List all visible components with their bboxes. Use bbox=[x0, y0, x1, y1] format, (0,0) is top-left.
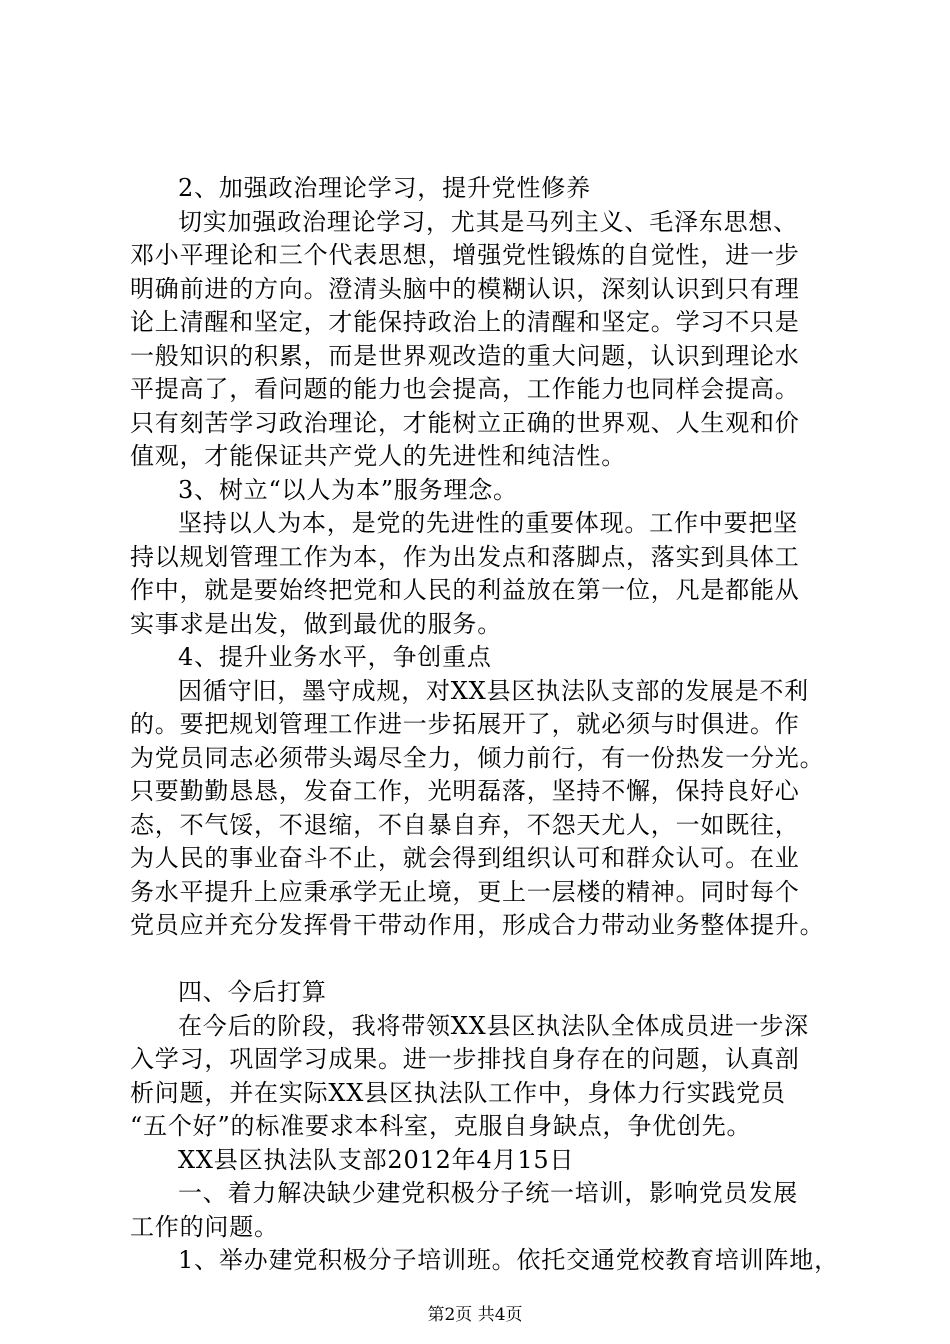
paragraph-line: 持以规划管理工作为本，作为出发点和落脚点，落实到具体工 bbox=[130, 542, 800, 571]
section-heading: 2、加强政治理论学习，提升党性修养 bbox=[178, 174, 591, 202]
paragraph-line: 作中，就是要始终把党和人民的利益放在第一位，凡是都能从 bbox=[130, 576, 800, 604]
paragraph-line: 值观，才能保证共产党人的先进性和纯洁性。 bbox=[130, 442, 626, 470]
paragraph-line: 入学习，巩固学习成果。进一步排找自身存在的问题，认真剖 bbox=[130, 1045, 800, 1073]
blank-line bbox=[130, 943, 840, 977]
paragraph-line: 析问题，并在实际XX县区执法队工作中，身体力行实践党员 bbox=[130, 1078, 786, 1107]
section-heading: 一、着力解决缺少建党积极分子统一培训，影响党员发展 bbox=[178, 1179, 798, 1207]
paragraph-line: 邓小平理论和三个代表思想，增强党性锻炼的自觉性，进一步 bbox=[130, 241, 800, 269]
paragraph-line: 论上清醒和坚定，才能保持政治上的清醒和坚定。学习不只是 bbox=[130, 308, 800, 336]
document-body bbox=[130, 172, 840, 1278]
paragraph-line: 平提高了，看问题的能力也会提高，工作能力也同样会提高。 bbox=[130, 375, 800, 403]
section-heading: 4、提升业务水平，争创重点 bbox=[178, 643, 492, 671]
paragraph-line: 为党员同志必须带头竭尽全力，倾力前行，有一份热发一分光。 bbox=[130, 743, 825, 772]
paragraph-line: 只要勤勤恳恳，发奋工作，光明磊落，坚持不懈，保持良好心 bbox=[130, 777, 800, 805]
paragraph-line: 因循守旧，墨守成规，对XX县区执法队支部的发展是不利 bbox=[178, 676, 809, 705]
paragraph-line: 只有刻苦学习政治理论，才能树立正确的世界观、人生观和价 bbox=[130, 408, 800, 437]
paragraph-line: 明确前进的方向。澄清头脑中的模糊认识，深刻认识到只有理 bbox=[130, 274, 800, 303]
paragraph-line: 1、举办建党积极分子培训班。依托交通党校教育培训阵地， bbox=[178, 1246, 839, 1274]
paragraph-line: 的。要把规划管理工作进一步拓展开了，就必须与时俱进。作 bbox=[130, 710, 800, 738]
paragraph-line: 工作的问题。 bbox=[130, 1212, 279, 1241]
signature-date-line: XX县区执法队支部2012年4月15日 bbox=[178, 1145, 575, 1174]
section-heading: 四、今后打算 bbox=[178, 978, 327, 1006]
paragraph-line: 态，不气馁，不退缩，不自暴自弃，不怨天尤人，一如既往， bbox=[130, 810, 800, 839]
paragraph-line: 实事求是出发，做到最优的服务。 bbox=[130, 609, 502, 638]
paragraph-line: 务水平提升上应秉承学无止境，更上一层楼的精神。同时每个 bbox=[130, 877, 800, 906]
paragraph-line: 为人民的事业奋斗不止，就会得到组织认可和群众认可。在业 bbox=[130, 844, 800, 872]
paragraph-line: 在今后的阶段，我将带领XX县区执法队全体成员进一步深 bbox=[178, 1011, 809, 1040]
paragraph-line: 党员应并充分发挥骨干带动作用，形成合力带动业务整体提升。 bbox=[130, 911, 825, 939]
paragraph-line: 坚持以人为本，是党的先进性的重要体现。工作中要把坚 bbox=[178, 509, 798, 537]
paragraph-line: 一般知识的积累，而是世界观改造的重大问题，认识到理论水 bbox=[130, 341, 800, 370]
paragraph-line: “五个好”的标准要求本科室，克服自身缺点，争优创先。 bbox=[130, 1112, 752, 1140]
paragraph-line: 切实加强政治理论学习，尤其是马列主义、毛泽东思想、 bbox=[178, 207, 798, 236]
page-number-footer: 第2页 共4页 bbox=[427, 1305, 523, 1325]
section-heading: 3、树立“以人为本”服务理念。 bbox=[178, 475, 518, 504]
